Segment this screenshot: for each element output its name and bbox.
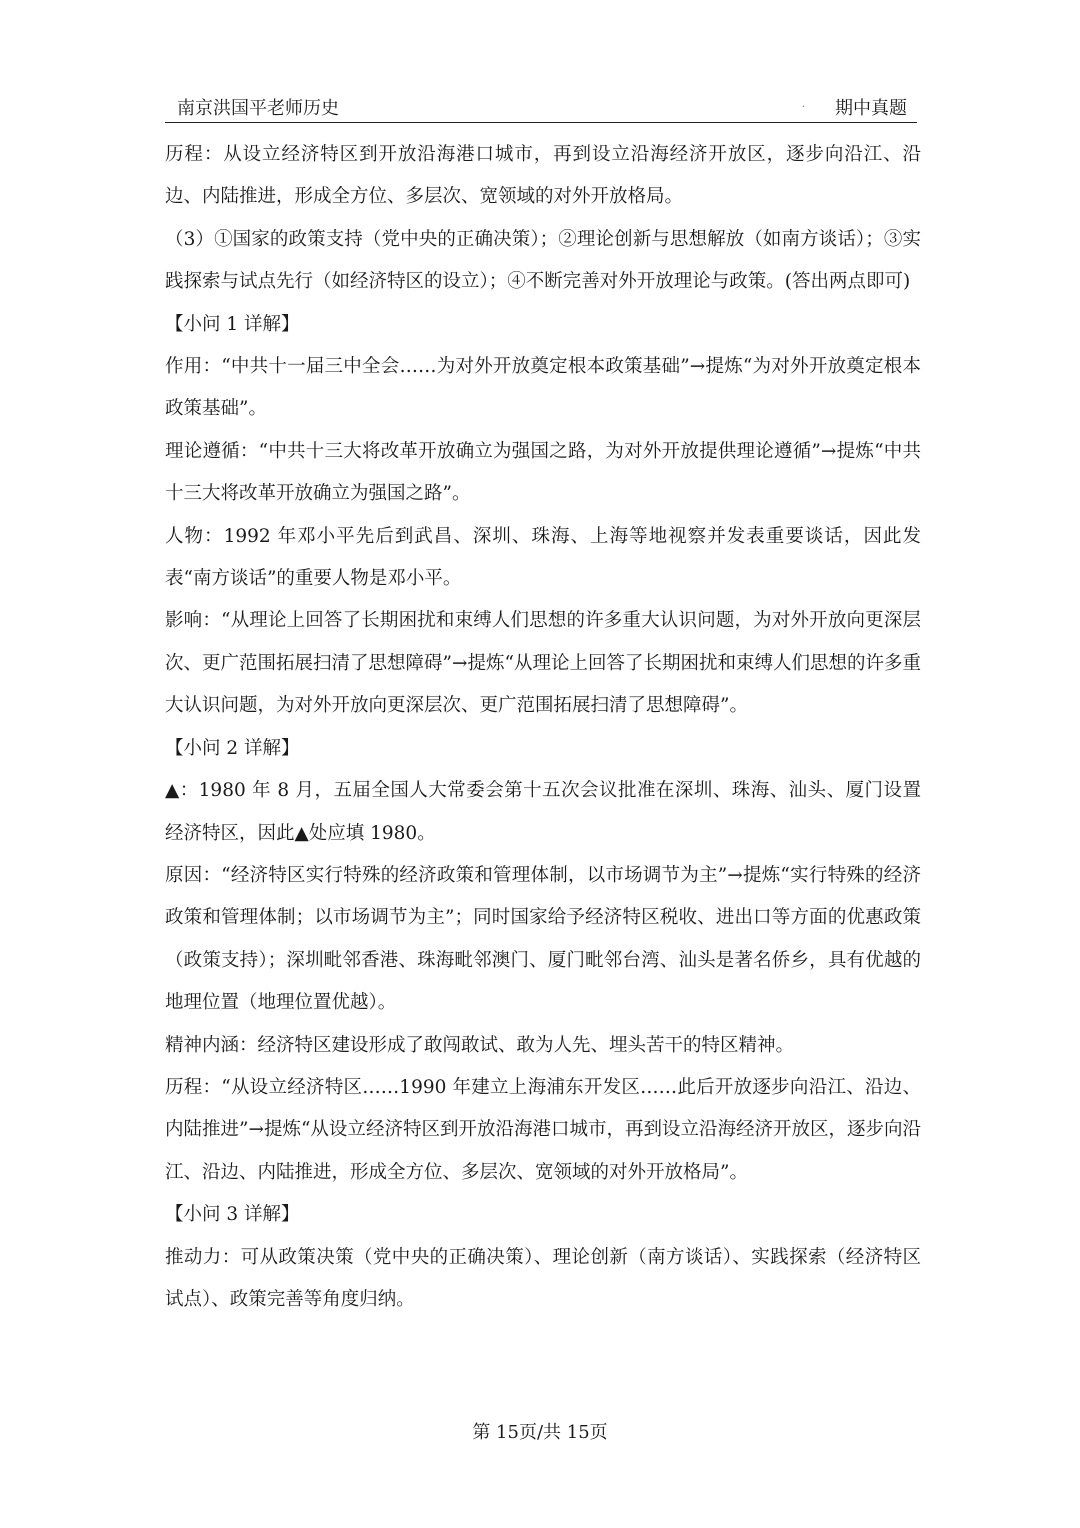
header-dot: .: [801, 99, 805, 110]
header-left-text: 南京洪国平老师历史: [177, 98, 339, 119]
paragraph-q1-effect: 作用：“中共十一届三中全会……为对外开放奠定根本政策基础”→提炼“为对外开放奠定根本政策基础”。: [165, 356, 921, 420]
paragraph-q3-driving-force: 推动力：可从政策决策（党中央的正确决策）、理论创新（南方谈话）、实践探索（经济特区试点）、政策完善等角度归纳。: [165, 1246, 921, 1310]
paragraph-q1-theory: 理论遵循：“中共十三大将改革开放确立为强国之路，为对外开放提供理论遵循”→提炼“中共十三大将改革开放确立为强国之路”。: [165, 440, 921, 505]
section-heading-q2: 【小问 2 详解】: [165, 737, 300, 759]
paragraph-answer-3: （3）①国家的政策支持（党中央的正确决策）；②理论创新与思想解放（如南方谈话）；③实践探索与试点先行（如经济特区的设立）；④不断完善对外开放理论与政策。(答出两点即可): [165, 228, 921, 293]
paragraph-q2-reason: 原因：“经济特区实行特殊的经济政策和管理体制，以市场调节为主”→提炼“实行特殊的经济政策和管理体制；以市场调节为主”；同时国家给予经济特区税收、进出口等方面的优惠政策（政策支持）；深圳毗邻香港、珠海毗邻澳门、厦门毗邻台湾、汕头是著名侨乡，具有优越的地理位置（地理位置优越）。: [165, 864, 921, 1014]
header-right-text: 期中真题: [835, 98, 907, 119]
section-heading-q1: 【小问 1 详解】: [165, 313, 300, 335]
paragraph-q1-influence: 影响：“从理论上回答了长期困扰和束缚人们思想的许多重大认识问题，为对外开放向更深层次、更广范围拓展扫清了思想障碍”→提炼“从理论上回答了长期困扰和束缚人们思想的许多重大认识问题，为对外开放向更深层次、更广范围拓展扫清了思想障碍”。: [165, 610, 921, 717]
paragraph-q2-history: 历程：“从设立经济特区……1990 年建立上海浦东开发区……此后开放逐步向沿江、沿边、内陆推进”→提炼“从设立经济特区到开放沿海港口城市，再到设立沿海经济开放区，逐步向沿江、沿边、内陆推进，形成全方位、多层次、宽领域的对外开放格局”。: [165, 1076, 921, 1183]
paragraph-history-course: 历程：从设立经济特区到开放沿海港口城市，再到设立沿海经济开放区，逐步向沿江、沿边、内陆推进，形成全方位、多层次、宽领域的对外开放格局。: [165, 144, 921, 208]
document-body: [165, 134, 921, 1321]
paragraph-q2-triangle: ▲：1980 年 8 月，五届全国人大常委会第十五次会议批准在深圳、珠海、汕头、厦门设置经济特区，因此▲处应填 1980。: [165, 780, 921, 844]
page-header: [165, 96, 917, 123]
paragraph-q2-spirit: 精神内涵：经济特区建设形成了敢闯敢试、敢为人先、埋头苦干的特区精神。: [165, 1034, 795, 1056]
page-footer: 第 15页/共 15页: [472, 1422, 608, 1443]
section-heading-q3: 【小问 3 详解】: [165, 1204, 300, 1226]
paragraph-q1-person: 人物：1992 年邓小平先后到武昌、深圳、珠海、上海等地视察并发表重要谈话，因此发表“南方谈话”的重要人物是邓小平。: [165, 525, 921, 590]
